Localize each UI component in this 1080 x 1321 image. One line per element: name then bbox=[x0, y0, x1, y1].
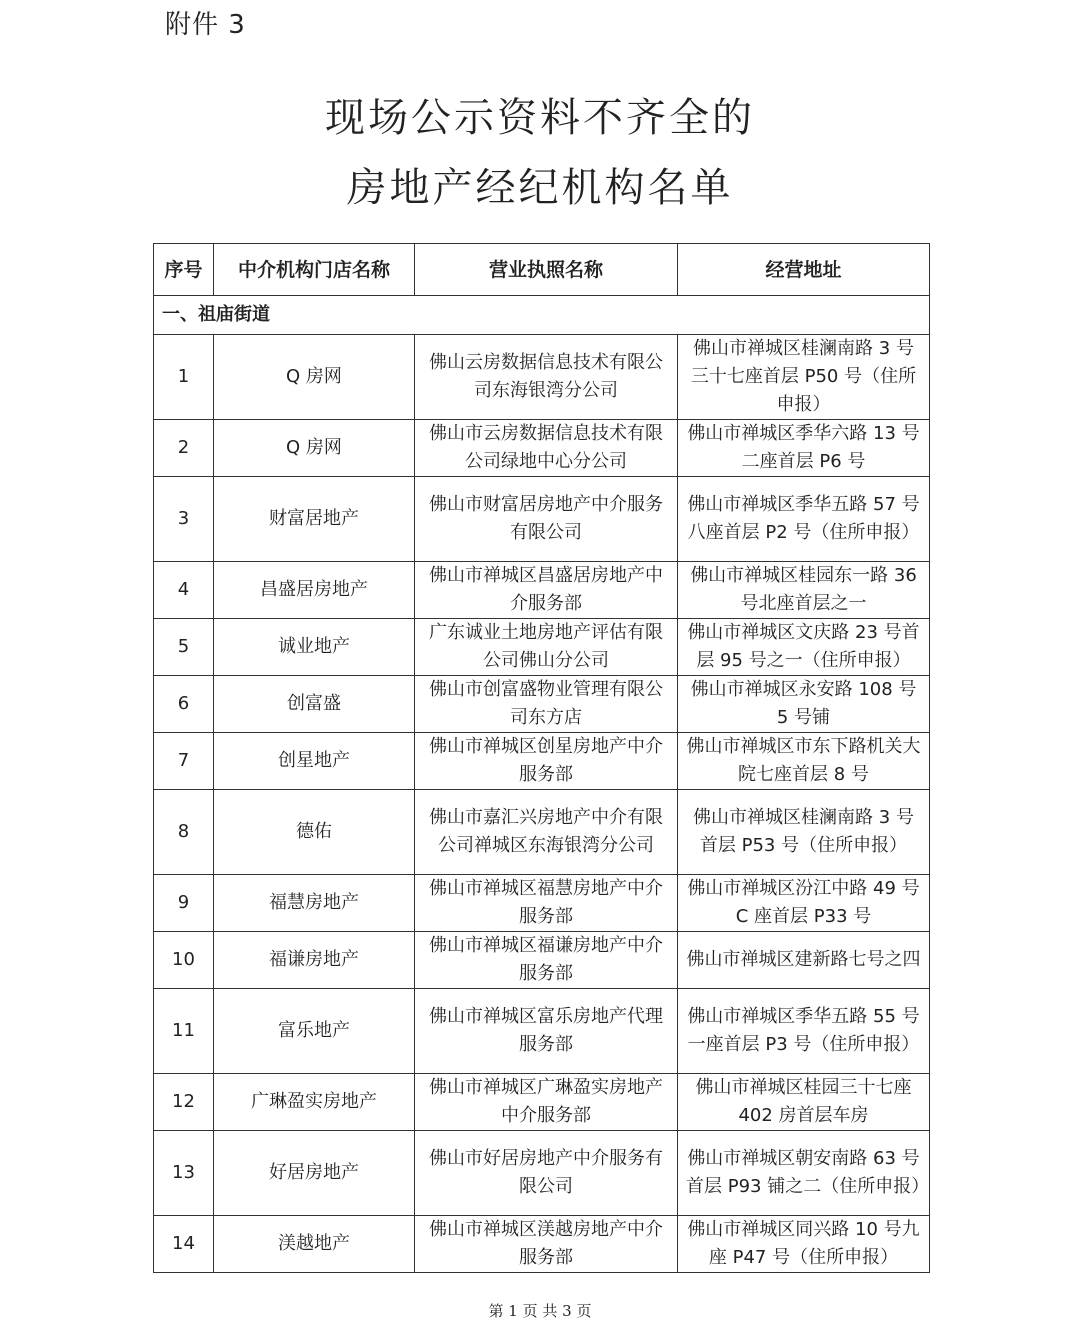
row-address: 佛山市禅城区永安路 108 号 5 号铺 bbox=[678, 676, 930, 733]
row-no: 9 bbox=[154, 875, 214, 932]
row-store: 财富居地产 bbox=[214, 477, 415, 562]
row-address: 佛山市禅城区桂澜南路 3 号三十七座首层 P50 号（住所申报） bbox=[678, 335, 930, 420]
row-store: Q 房网 bbox=[214, 420, 415, 477]
header-store: 中介机构门店名称 bbox=[214, 244, 415, 296]
row-store: 昌盛居房地产 bbox=[214, 562, 415, 619]
table-row bbox=[154, 335, 930, 420]
table-row bbox=[154, 875, 930, 932]
table-row bbox=[154, 1074, 930, 1131]
row-no: 14 bbox=[154, 1216, 214, 1273]
row-license: 佛山云房数据信息技术有限公司东海银湾分公司 bbox=[415, 335, 678, 420]
row-license: 佛山市好居房地产中介服务有限公司 bbox=[415, 1131, 678, 1216]
row-address: 佛山市禅城区市东下路机关大院七座首层 8 号 bbox=[678, 733, 930, 790]
row-license: 佛山市禅城区昌盛居房地产中介服务部 bbox=[415, 562, 678, 619]
row-license: 广东诚业土地房地产评估有限公司佛山分公司 bbox=[415, 619, 678, 676]
row-license: 佛山市禅城区富乐房地产代理服务部 bbox=[415, 989, 678, 1074]
row-no: 13 bbox=[154, 1131, 214, 1216]
table-row bbox=[154, 932, 930, 989]
row-store: 渼越地产 bbox=[214, 1216, 415, 1273]
row-store: 创星地产 bbox=[214, 733, 415, 790]
row-no: 8 bbox=[154, 790, 214, 875]
row-no: 7 bbox=[154, 733, 214, 790]
table-row bbox=[154, 562, 930, 619]
row-license: 佛山市禅城区广琳盈实房地产中介服务部 bbox=[415, 1074, 678, 1131]
row-store: 德佑 bbox=[214, 790, 415, 875]
row-no: 2 bbox=[154, 420, 214, 477]
row-address: 佛山市禅城区建新路七号之四 bbox=[678, 932, 930, 989]
row-no: 3 bbox=[154, 477, 214, 562]
row-store: 创富盛 bbox=[214, 676, 415, 733]
table-row bbox=[154, 733, 930, 790]
row-license: 佛山市禅城区创星房地产中介服务部 bbox=[415, 733, 678, 790]
row-address: 佛山市禅城区桂园东一路 36 号北座首层之一 bbox=[678, 562, 930, 619]
row-store: 广琳盈实房地产 bbox=[214, 1074, 415, 1131]
table-header-row bbox=[154, 244, 930, 296]
row-address: 佛山市禅城区桂澜南路 3 号首层 P53 号（住所申报） bbox=[678, 790, 930, 875]
row-store: 福慧房地产 bbox=[214, 875, 415, 932]
row-no: 10 bbox=[154, 932, 214, 989]
row-store: 好居房地产 bbox=[214, 1131, 415, 1216]
section-label: 一、祖庙街道 bbox=[154, 296, 930, 335]
row-license: 佛山市禅城区福谦房地产中介服务部 bbox=[415, 932, 678, 989]
row-address: 佛山市禅城区季华五路 57 号八座首层 P2 号（住所申报） bbox=[678, 477, 930, 562]
page-footer: 第 1 页 共 3 页 bbox=[488, 1302, 592, 1320]
row-store: 福谦房地产 bbox=[214, 932, 415, 989]
row-address: 佛山市禅城区季华六路 13 号二座首层 P6 号 bbox=[678, 420, 930, 477]
row-no: 5 bbox=[154, 619, 214, 676]
row-license: 佛山市云房数据信息技术有限公司绿地中心分公司 bbox=[415, 420, 678, 477]
row-address: 佛山市禅城区桂园三十七座 402 房首层车房 bbox=[678, 1074, 930, 1131]
row-address: 佛山市禅城区同兴路 10 号九座 P47 号（住所申报） bbox=[678, 1216, 930, 1273]
row-store: 诚业地产 bbox=[214, 619, 415, 676]
row-store: 富乐地产 bbox=[214, 989, 415, 1074]
table-row bbox=[154, 1216, 930, 1273]
attachment-label: 附件 3 bbox=[165, 10, 246, 40]
row-license: 佛山市禅城区渼越房地产中介服务部 bbox=[415, 1216, 678, 1273]
row-no: 12 bbox=[154, 1074, 214, 1131]
row-no: 6 bbox=[154, 676, 214, 733]
table-row bbox=[154, 1131, 930, 1216]
table-row bbox=[154, 420, 930, 477]
agency-table bbox=[153, 243, 930, 1273]
header-license: 营业执照名称 bbox=[415, 244, 678, 296]
row-license: 佛山市创富盛物业管理有限公司东方店 bbox=[415, 676, 678, 733]
row-no: 4 bbox=[154, 562, 214, 619]
table-row bbox=[154, 790, 930, 875]
row-no: 1 bbox=[154, 335, 214, 420]
row-address: 佛山市禅城区文庆路 23 号首层 95 号之一（住所申报） bbox=[678, 619, 930, 676]
table-row bbox=[154, 676, 930, 733]
table-row bbox=[154, 619, 930, 676]
row-license: 佛山市禅城区福慧房地产中介服务部 bbox=[415, 875, 678, 932]
page-title-line1: 现场公示资料不齐全的 bbox=[325, 95, 755, 141]
header-address: 经营地址 bbox=[678, 244, 930, 296]
row-address: 佛山市禅城区朝安南路 63 号首层 P93 铺之二（住所申报） bbox=[678, 1131, 930, 1216]
row-no: 11 bbox=[154, 989, 214, 1074]
section-row bbox=[154, 296, 930, 335]
row-license: 佛山市财富居房地产中介服务有限公司 bbox=[415, 477, 678, 562]
page-title-line2: 房地产经纪机构名单 bbox=[346, 165, 734, 211]
row-address: 佛山市禅城区汾江中路 49 号 C 座首层 P33 号 bbox=[678, 875, 930, 932]
row-store: Q 房网 bbox=[214, 335, 415, 420]
header-no: 序号 bbox=[154, 244, 214, 296]
table-row bbox=[154, 989, 930, 1074]
row-address: 佛山市禅城区季华五路 55 号一座首层 P3 号（住所申报） bbox=[678, 989, 930, 1074]
table-row bbox=[154, 477, 930, 562]
row-license: 佛山市嘉汇兴房地产中介有限公司禅城区东海银湾分公司 bbox=[415, 790, 678, 875]
